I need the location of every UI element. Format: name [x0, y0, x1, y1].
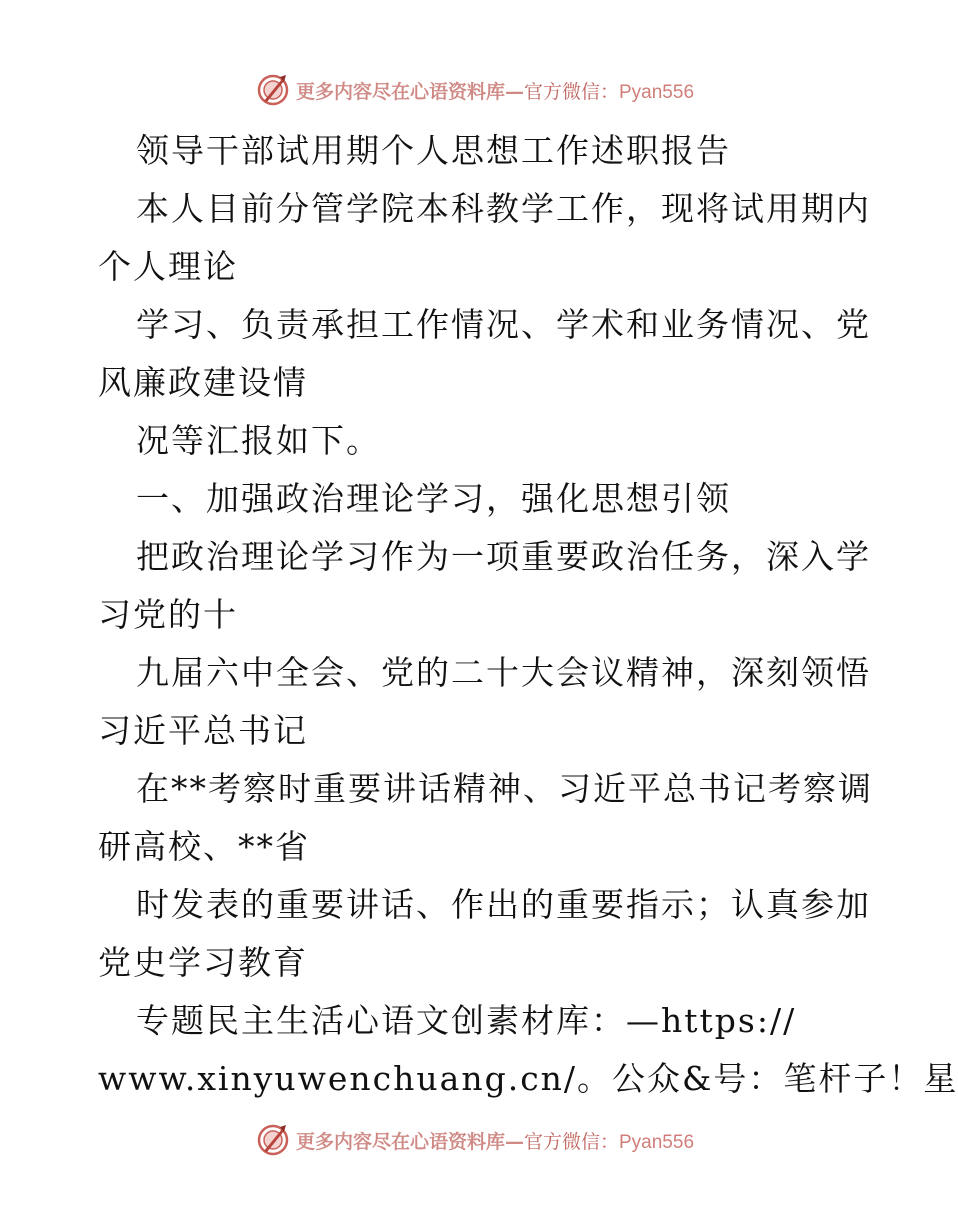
- banner-brand-text: 更多内容尽在心语资料库: [295, 1130, 505, 1153]
- paragraph-line-url: www.xinyuwenchuang.cn/。公众&号：笔杆子！星: [98, 1059, 958, 1098]
- paragraph-line: 风廉政建设情: [98, 363, 308, 402]
- quill-seal-icon: [256, 73, 290, 107]
- banner-content: [256, 73, 694, 107]
- paragraph-line: 个人理论: [98, 247, 238, 286]
- banner-official-label: 官方微信：: [523, 1130, 619, 1153]
- paragraph-line: 九届六中全会、党的二十大会议精神，深刻领悟: [136, 653, 871, 692]
- banner-brand-text: 更多内容尽在心语资料库: [295, 80, 505, 103]
- banner-wechat-id: Pyan556: [619, 1131, 695, 1153]
- paragraph-line: 专题民主生活心语文创素材库：—https://: [136, 1001, 797, 1040]
- banner-content: [256, 1123, 694, 1157]
- paragraph-line: 本人目前分管学院本科教学工作，现将试用期内: [136, 189, 871, 228]
- banner-dash: —: [504, 80, 524, 103]
- paragraph-line: 党史学习教育: [98, 943, 308, 982]
- paragraph-line: 时发表的重要讲话、作出的重要指示；认真参加: [136, 885, 871, 924]
- banner-official-label: 官方微信：: [523, 80, 619, 103]
- header-watermark-banner: [0, 70, 950, 110]
- section-heading: 一、加强政治理论学习，强化思想引领: [136, 479, 731, 518]
- paragraph-line: 学习、负责承担工作情况、学术和业务情况、党: [136, 305, 871, 344]
- paragraph-line: 习党的十: [98, 595, 238, 634]
- paragraph-line: 况等汇报如下。: [136, 421, 381, 460]
- paragraph-line: 研高校、**省: [98, 827, 310, 866]
- banner-wechat-id: Pyan556: [619, 81, 695, 103]
- quill-seal-icon: [256, 1123, 290, 1157]
- paragraph-line: 把政治理论学习作为一项重要政治任务，深入学: [136, 537, 871, 576]
- paragraph-line: 习近平总书记: [98, 711, 308, 750]
- banner-dash: —: [504, 1130, 524, 1153]
- banner-text: [296, 77, 694, 104]
- paragraph-line: 在**考察时重要讲话精神、习近平总书记考察调: [136, 769, 873, 808]
- footer-watermark-banner: [0, 1120, 950, 1160]
- banner-text: [296, 1127, 694, 1154]
- document-body: [98, 122, 958, 1108]
- document-title: 领导干部试用期个人思想工作述职报告: [136, 131, 731, 170]
